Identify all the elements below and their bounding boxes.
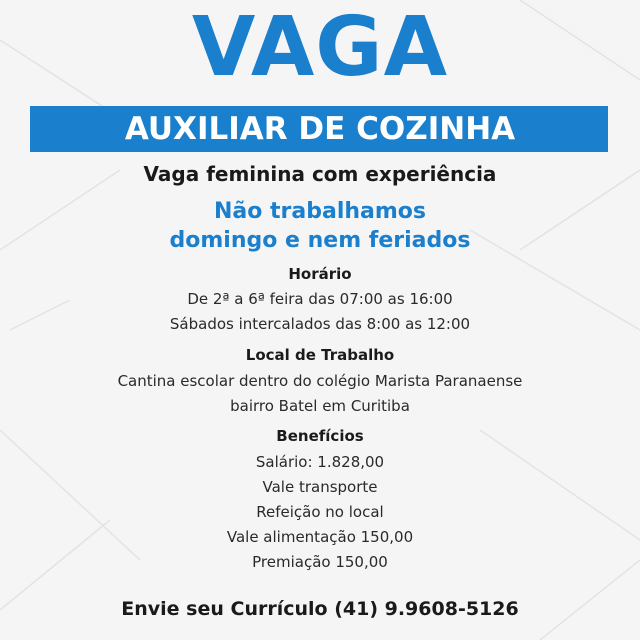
benefit-item: Refeição no local — [256, 503, 384, 521]
job-title: AUXILIAR DE COZINHA — [124, 111, 516, 147]
contact-footer: Envie seu Currículo (41) 9.9608-5126 — [121, 598, 519, 620]
benefit-item: Premiação 150,00 — [252, 553, 388, 571]
poster-title: VAGA — [191, 0, 449, 95]
requirement-text: Vaga feminina com experiência — [143, 162, 497, 186]
highlight-line-2: domingo e nem feriados — [169, 228, 471, 253]
benefits-heading: Benefícios — [276, 427, 364, 445]
schedule-line: De 2ª a 6ª feira das 07:00 as 16:00 — [187, 290, 453, 308]
schedule-line: Sábados intercalados das 8:00 as 12:00 — [169, 315, 471, 333]
workplace-line: bairro Batel em Curitiba — [230, 397, 410, 415]
benefit-item: Salário: 1.828,00 — [255, 453, 385, 471]
highlight-line-1: Não trabalhamos — [213, 199, 427, 224]
workplace-heading: Local de Trabalho — [245, 346, 395, 364]
benefit-item: Vale alimentação 150,00 — [226, 528, 414, 546]
benefit-item: Vale transporte — [262, 478, 378, 496]
schedule-heading: Horário — [288, 265, 352, 283]
workplace-line: Cantina escolar dentro do colégio Marista Paranaense — [117, 372, 523, 390]
